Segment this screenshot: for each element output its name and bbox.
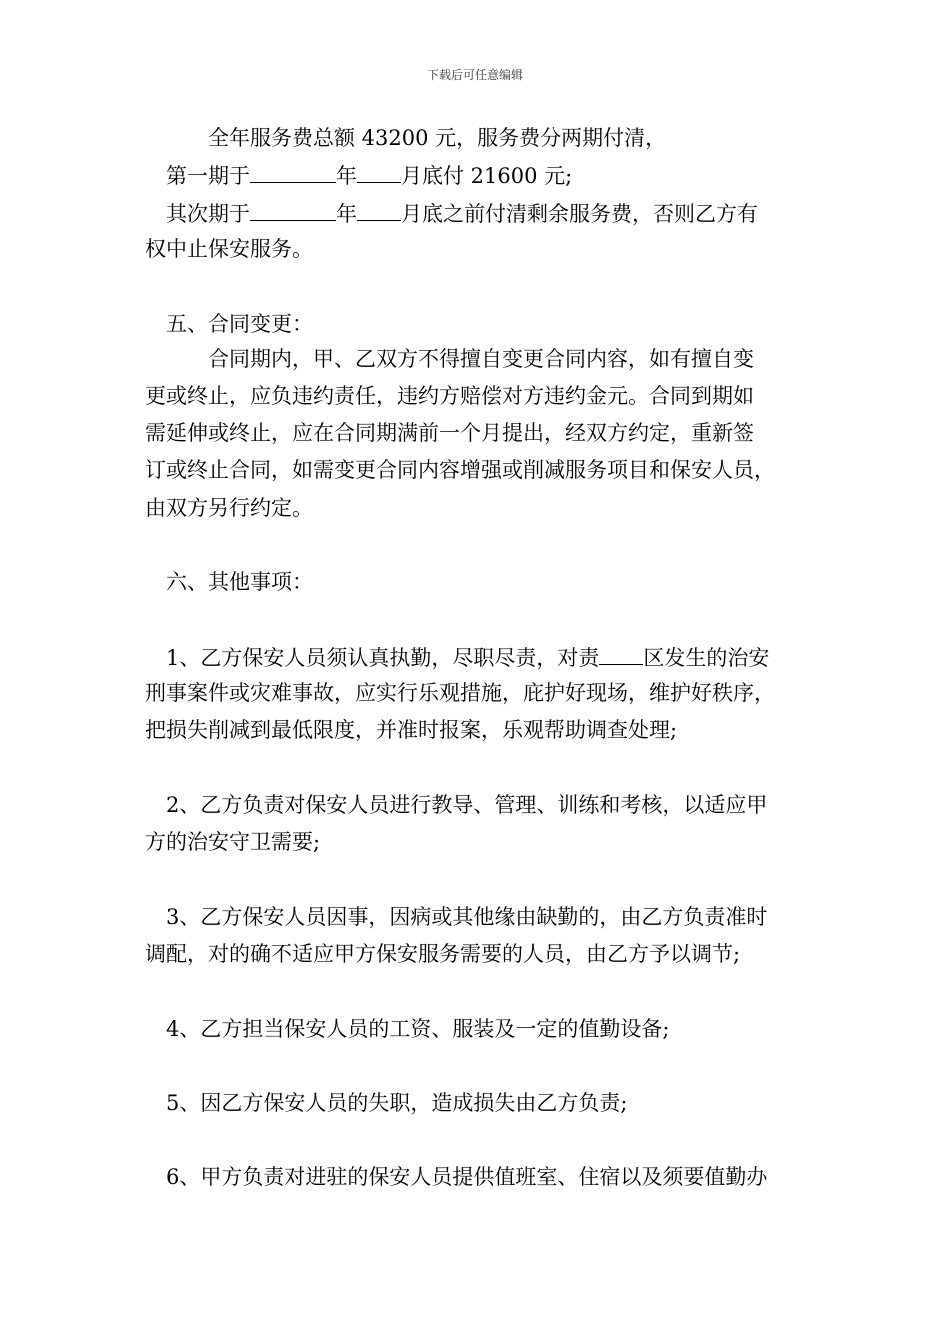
section5-line: 需延伸或终止，应在合同期满前一个月提出，经双方约定，重新签: [145, 421, 754, 445]
fee-last-line: 权中止保安服务。: [145, 237, 313, 261]
item1-area-blank: [599, 642, 643, 665]
item1-text-b: 区发生的治安: [643, 646, 770, 670]
second-payment-line: [166, 198, 758, 228]
item3-line1: 3、乙方保安人员因事，因病或其他缘由缺勤的，由乙方负责准时: [166, 905, 768, 929]
item1-line3: 把损失削减到最低限度，并准时报案，乐观帮助调查处理;: [145, 718, 678, 742]
first-payment-year-label: 年: [336, 164, 357, 188]
item5-line: 5、因乙方保安人员的失职，造成损失由乙方负责;: [166, 1091, 628, 1115]
first-payment-suffix: 月底付 21600 元;: [401, 164, 573, 188]
section5-heading: 五、合同变更：: [166, 312, 313, 336]
item1-line2: 刑事案件或灾难事故，应实行乐观措施，庇护好现场，维护好秩序，: [145, 681, 775, 705]
first-payment-month-blank: [357, 160, 401, 183]
item3-line2: 调配，对的确不适应甲方保安服务需要的人员，由乙方予以调节;: [145, 942, 741, 966]
section5-line: 由双方另行约定。: [145, 496, 313, 520]
section5-line: 更或终止，应负违约责任，违约方赔偿对方违约金元。合同到期如: [145, 384, 754, 408]
item1-text-a: 1、乙方保安人员须认真执勤，尽职尽责，对责: [166, 646, 600, 670]
second-payment-year-blank: [250, 198, 336, 221]
fee-total-line: 全年服务费总额 43200 元，服务费分两期付清，: [208, 126, 667, 150]
item4-line: 4、乙方担当保安人员的工资、服装及一定的值勤设备;: [166, 1017, 670, 1041]
first-payment-prefix: 第一期于: [166, 164, 250, 188]
item2-line1: 2、乙方负责对保安人员进行教导、管理、训练和考核，以适应甲: [166, 793, 768, 817]
second-payment-prefix: 其次期于: [166, 202, 250, 226]
second-payment-suffix: 月底之前付清剩余服务费，否则乙方有: [401, 202, 758, 226]
section6-heading: 六、其他事项：: [166, 570, 313, 594]
section5-line: 订或终止合同，如需变更合同内容增强或削减服务项目和保安人员，: [145, 458, 775, 482]
item1-line1: [166, 642, 769, 672]
item6-line1: 6、甲方负责对进驻的保安人员提供值班室、住宿以及须要值勤办: [166, 1165, 768, 1189]
second-payment-year-label: 年: [336, 202, 357, 226]
section5-line: 合同期内，甲、乙双方不得擅自变更合同内容，如有擅自变: [208, 347, 754, 371]
page-header: 下载后可任意编辑: [426, 68, 523, 82]
item2-line2: 方的治安守卫需要;: [145, 830, 321, 854]
second-payment-month-blank: [357, 198, 401, 221]
first-payment-line: [166, 160, 572, 190]
first-payment-year-blank: [250, 160, 336, 183]
